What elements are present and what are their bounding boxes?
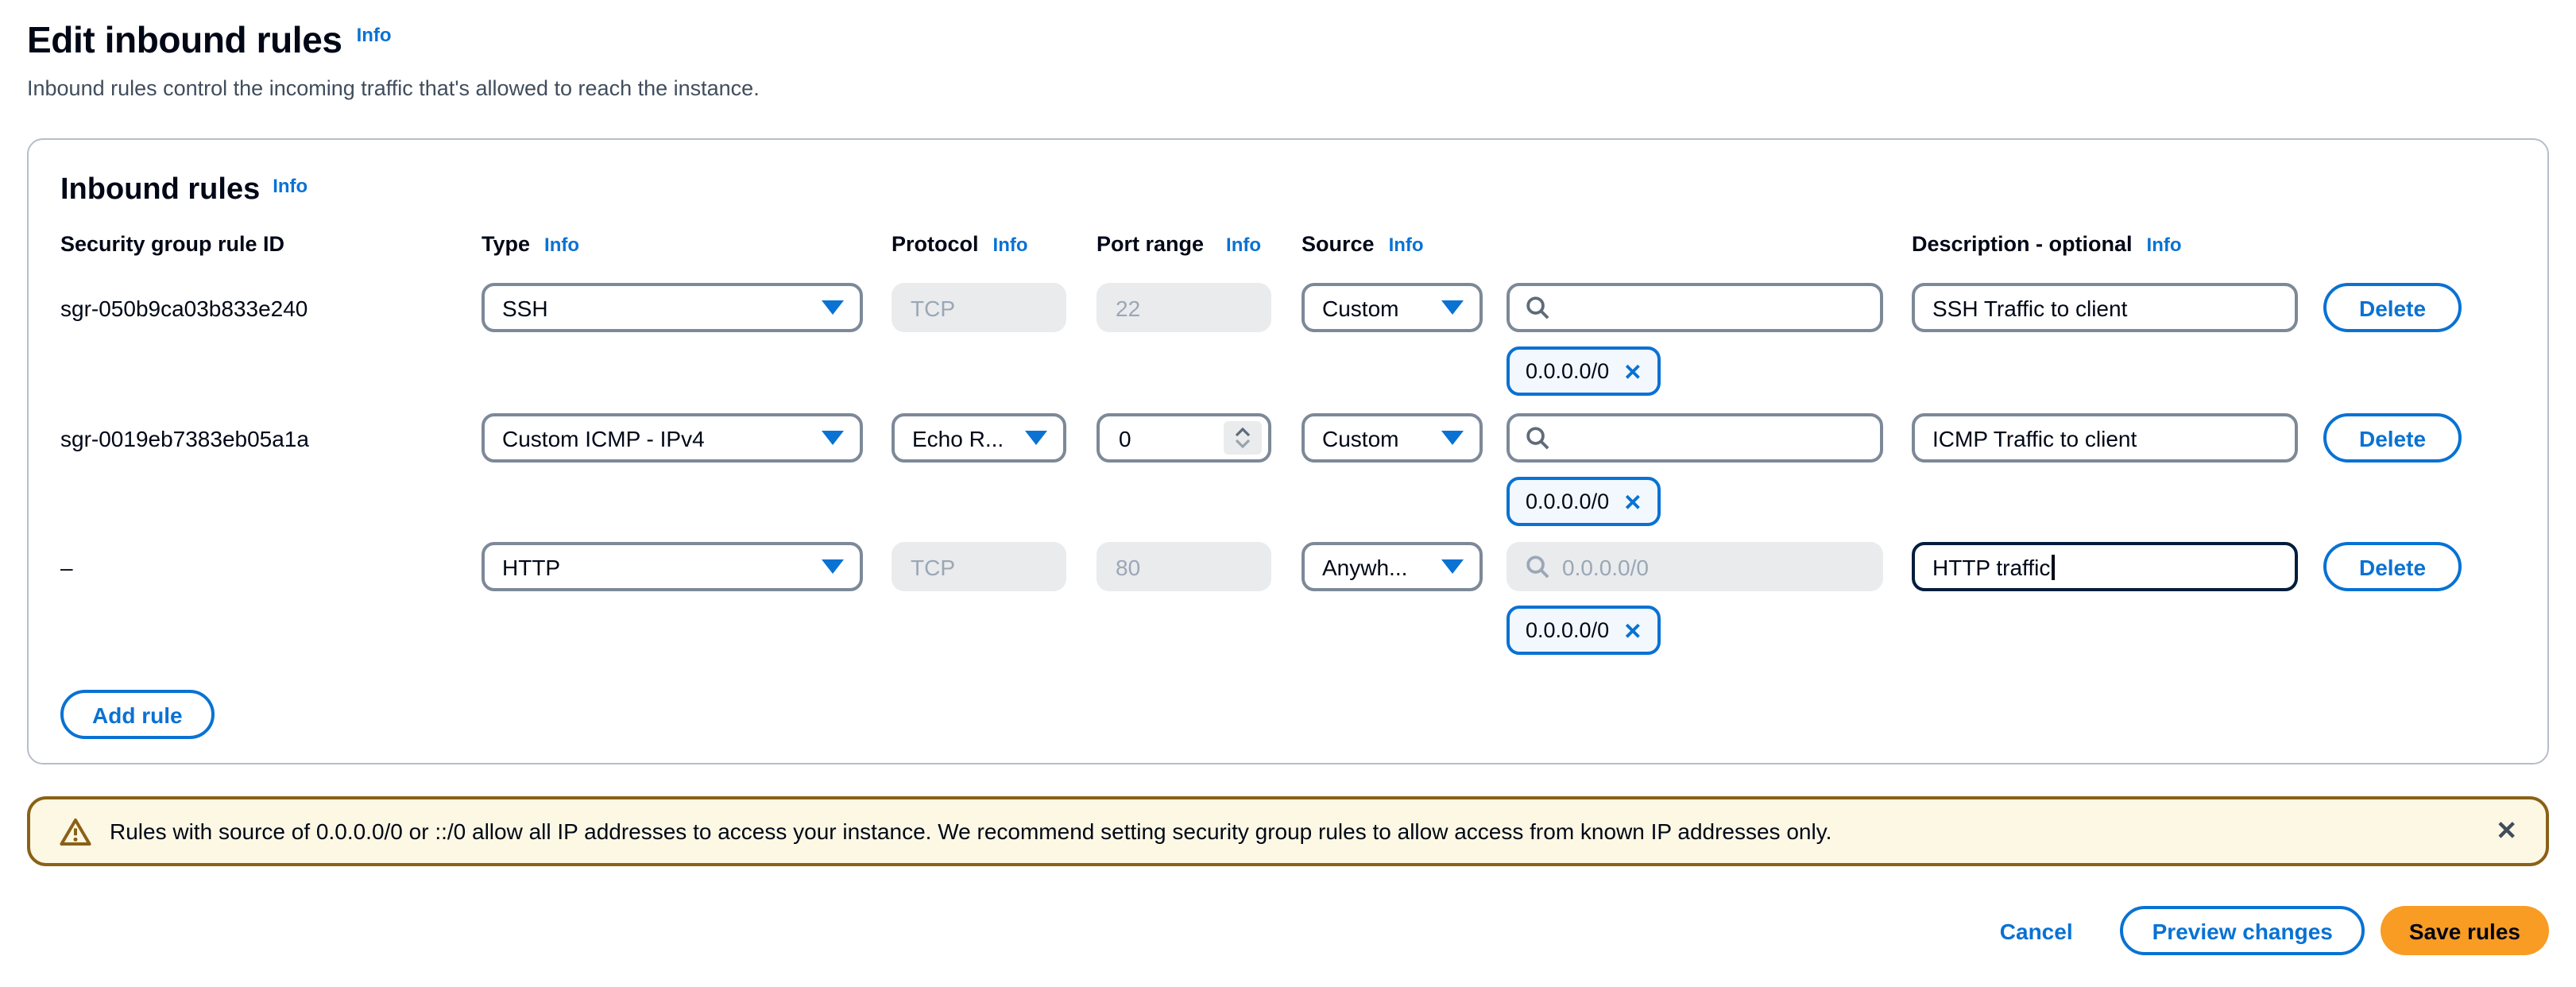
type-select[interactable]: HTTP <box>482 542 863 591</box>
page-header <box>27 19 392 62</box>
source-search-box[interactable] <box>1507 413 1883 463</box>
source-search-input <box>1562 554 1864 579</box>
description-info-link[interactable]: Info <box>2146 234 2182 256</box>
stepper-control[interactable] <box>1224 421 1262 455</box>
chevron-down-icon <box>822 559 844 574</box>
remove-chip-icon[interactable]: ✕ <box>1623 489 1642 514</box>
preview-changes-button[interactable]: Preview changes <box>2121 906 2365 955</box>
remove-chip-icon[interactable]: ✕ <box>1623 358 1642 384</box>
source-select[interactable]: Custom <box>1302 413 1483 463</box>
panel-heading <box>60 167 2516 210</box>
type-info-link[interactable]: Info <box>544 234 580 256</box>
warning-banner <box>27 796 2549 866</box>
remove-chip-icon[interactable]: ✕ <box>1623 617 1642 643</box>
column-header-port-range: Port range Info <box>1097 232 1262 256</box>
chevron-down-icon <box>1441 559 1464 574</box>
port-range-stepper[interactable]: 0 <box>1097 413 1271 463</box>
column-header-description: Description - optional Info <box>1912 232 2182 256</box>
port-range-field-disabled: 22 <box>1097 283 1271 332</box>
column-header-source: Source Info <box>1302 232 1424 256</box>
rule-row-icmp <box>60 413 2516 526</box>
source-search-input[interactable] <box>1562 425 1864 451</box>
description-input[interactable] <box>1912 413 2298 463</box>
warning-icon <box>59 816 92 846</box>
source-info-link[interactable]: Info <box>1388 234 1424 256</box>
type-select[interactable]: Custom ICMP - IPv4 <box>482 413 863 463</box>
search-icon <box>1526 426 1549 450</box>
footer-actions <box>27 906 2549 955</box>
description-input[interactable] <box>1912 283 2298 332</box>
add-rule-button[interactable]: Add rule <box>60 690 215 739</box>
port-range-field-disabled: 80 <box>1097 542 1271 591</box>
protocol-field-disabled: TCP <box>892 542 1066 591</box>
protocol-select[interactable]: Echo R... <box>892 413 1066 463</box>
panel-heading-text: Inbound rules <box>60 173 261 207</box>
search-icon <box>1526 296 1549 319</box>
chevron-down-icon <box>1025 431 1047 445</box>
chevron-down-icon <box>822 300 844 315</box>
search-icon <box>1526 555 1549 579</box>
protocol-info-link[interactable]: Info <box>992 234 1028 256</box>
panel-heading-info-link[interactable]: Info <box>273 175 308 197</box>
chevron-down-icon <box>1441 300 1464 315</box>
chevron-down-icon <box>1441 431 1464 445</box>
source-select[interactable]: Custom <box>1302 283 1483 332</box>
delete-rule-button[interactable]: Delete <box>2323 413 2462 463</box>
page-title-info-link[interactable]: Info <box>356 24 392 46</box>
column-header-row <box>60 232 2516 256</box>
source-cidr-chip: 0.0.0.0/0 ✕ <box>1507 606 1661 655</box>
delete-rule-button[interactable]: Delete <box>2323 542 2462 591</box>
rule-id: sgr-050b9ca03b833e240 <box>60 296 308 321</box>
stepper-down-icon <box>1235 439 1251 448</box>
rule-row-http <box>60 542 2516 655</box>
protocol-field-disabled: TCP <box>892 283 1066 332</box>
page-subtitle: Inbound rules control the incoming traffic that's allowed to reach the instance. <box>27 76 760 100</box>
stepper-up-icon <box>1235 428 1251 437</box>
source-search-box[interactable] <box>1507 283 1883 332</box>
warning-text: Rules with source of 0.0.0.0/0 or ::/0 allow all IP addresses to access your instance. We recommend setting security group rules to allow access from known IP addresses only. <box>110 819 1832 844</box>
column-header-protocol: Protocol Info <box>892 232 1028 256</box>
delete-rule-button[interactable]: Delete <box>2323 283 2462 332</box>
page-title: Edit inbound rules <box>27 19 342 60</box>
description-input-focused[interactable]: HTTP traffic <box>1912 542 2298 591</box>
rule-id: – <box>60 555 73 580</box>
column-header-type: Type Info <box>482 232 580 256</box>
source-select[interactable]: Anywh... <box>1302 542 1483 591</box>
source-search-box-disabled <box>1507 542 1883 591</box>
text-cursor <box>2052 554 2054 579</box>
column-header-rule-id: Security group rule ID <box>60 232 285 256</box>
source-cidr-chip: 0.0.0.0/0 ✕ <box>1507 477 1661 526</box>
source-search-input[interactable] <box>1562 295 1864 320</box>
rule-row-ssh <box>60 283 2516 396</box>
cancel-button[interactable]: Cancel <box>1999 918 2073 943</box>
inbound-rules-panel <box>27 138 2549 764</box>
close-icon[interactable]: ✕ <box>2493 815 2520 847</box>
type-select[interactable]: SSH <box>482 283 863 332</box>
rule-id: sgr-0019eb7383eb05a1a <box>60 426 309 451</box>
save-rules-button[interactable]: Save rules <box>2381 906 2549 955</box>
source-cidr-chip: 0.0.0.0/0 ✕ <box>1507 346 1661 396</box>
chevron-down-icon <box>822 431 844 445</box>
port-range-info-link[interactable]: Info <box>1226 234 1262 256</box>
